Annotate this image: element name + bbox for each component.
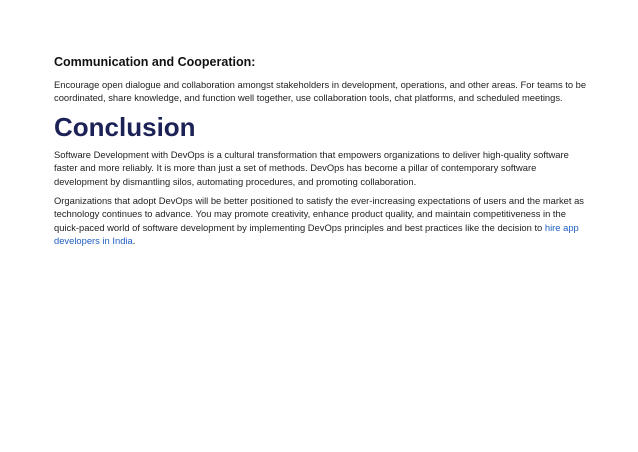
section-paragraph-communication: Encourage open dialogue and collaboration amongst stakeholders in development, operations, and other areas. For teams to be coordinated, share knowledge, and function well together, use collaboration tools, chat platforms, and scheduled meetings. (54, 79, 587, 104)
conclusion-paragraph-2-text: Organizations that adopt DevOps will be better positioned to satisfy the ever-increasing expectations of users and the market as technology continues to advance. You may promote creativity, enhance product quality, and maintain competitiveness in the quick-paced world of software development by implementing DevOps principles and best practices like the decision to (54, 195, 584, 233)
hire-app-developers-link[interactable]: hire app developers in India (54, 221, 579, 247)
section-heading-communication: Communication and Cooperation: (54, 55, 256, 69)
conclusion-heading: Conclusion (54, 111, 196, 142)
conclusion-paragraph-1: Software Development with DevOps is a cultural transformation that empowers organizations to deliver high-quality software faster and more reliably. It is more than just a set of methods. DevOps has become a pillar of contemporary software development by dismantling silos, automating procedures, and promoting collaboration. (54, 148, 569, 187)
conclusion-paragraph-2-end: . (132, 235, 136, 247)
conclusion-paragraph-2 (54, 194, 588, 248)
